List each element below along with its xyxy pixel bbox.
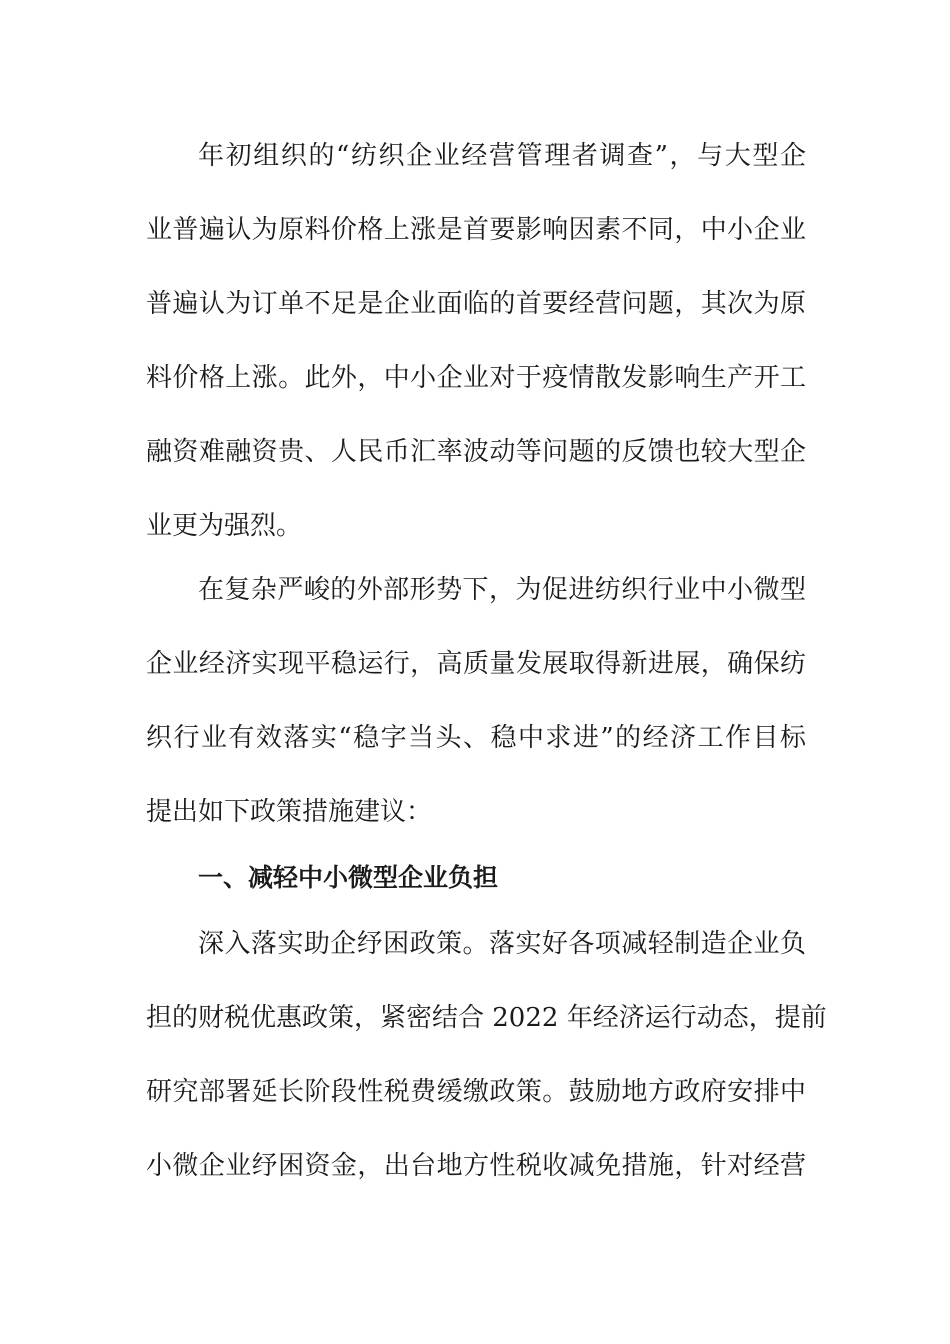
paragraph-1-line-2: 业普遍认为原料价格上涨是首要影响因素不同，中小企业 — [146, 215, 806, 245]
paragraph-3-line-2: 担的财税优惠政策，紧密结合 2022 年经济运行动态，提前 — [146, 1003, 827, 1033]
paragraph-2-line-3: 织行业有效落实“稳字当头、稳中求进”的经济工作目标 — [146, 723, 806, 753]
paragraph-3-line-3: 研究部署延长阶段性税费缓缴政策。鼓励地方政府安排中 — [146, 1077, 806, 1107]
paragraph-1-line-4: 料价格上涨。此外，中小企业对于疫情散发影响生产开工 — [146, 363, 806, 393]
paragraph-2-line-4: 提出如下政策措施建议： — [146, 797, 433, 827]
paragraph-1-line-5: 融资难融资贵、人民币汇率波动等问题的反馈也较大型企 — [146, 437, 806, 467]
paragraph-2-line-2: 企业经济实现平稳运行，高质量发展取得新进展，确保纺 — [146, 649, 806, 679]
paragraph-3-line-4: 小微企业纾困资金，出台地方性税收减免措施，针对经营 — [146, 1151, 806, 1181]
paragraph-1-line-6: 业更为强烈。 — [146, 511, 303, 541]
paragraph-2-line-1: 在复杂严峻的外部形势下，为促进纺织行业中小微型 — [198, 575, 806, 605]
paragraph-1-line-3: 普遍认为订单不足是企业面临的首要经营问题，其次为原 — [146, 289, 806, 319]
section-heading: 一、减轻中小微型企业负担 — [198, 863, 499, 892]
paragraph-3-line-1: 深入落实助企纾困政策。落实好各项减轻制造企业负 — [198, 929, 806, 959]
paragraph-1-line-1: 年初组织的“纺织企业经营管理者调查”，与大型企 — [198, 141, 806, 171]
